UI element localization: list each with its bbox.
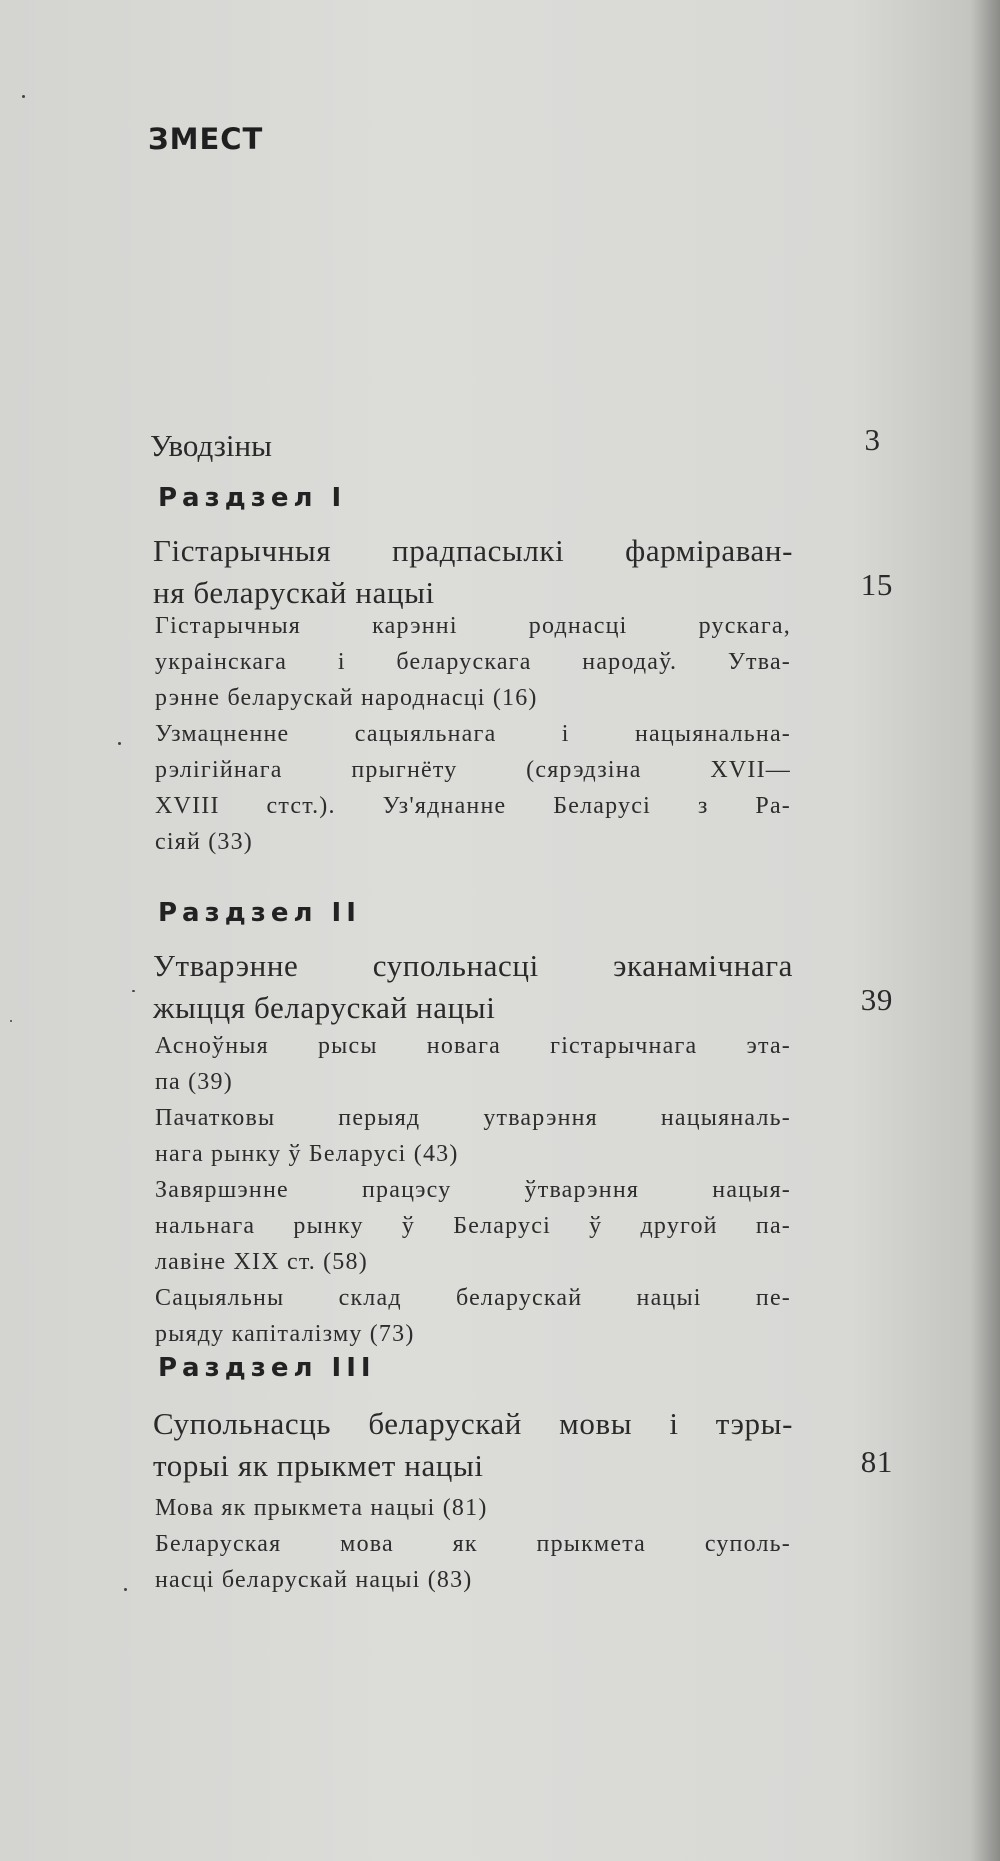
subtopic-line: Сацыяльны склад беларускай нацыі пе- <box>155 1285 791 1311</box>
paper-speck <box>124 1588 127 1591</box>
section-heading-2: Раздзел II <box>158 898 361 928</box>
chapter-page-number: 81 <box>860 1444 893 1479</box>
subtopic-line: Беларуская мова як прыкмета суполь- <box>155 1531 791 1557</box>
chapter-title-line: Супольнасць беларускай мовы і тэры- <box>153 1406 793 1441</box>
chapter-title <box>153 1403 793 1487</box>
subtopic-line: па (39) <box>155 1069 233 1095</box>
subtopics-2 <box>155 1028 791 1352</box>
section-heading-3: Раздзел III <box>158 1353 376 1383</box>
chapter-title-line: жыцця беларускай нацыі <box>153 990 496 1025</box>
subtopic-line: рэлігійнага прыгнёту (сярэдзіна XVII— <box>155 757 791 783</box>
chapter-page-number: 15 <box>860 567 893 602</box>
subtopic-line: XVIII стст.). Уз'яднанне Беларусі з Ра- <box>155 793 791 819</box>
paper-speck <box>10 1020 12 1022</box>
intro-label: Уводзіны <box>150 428 272 463</box>
chapter-entry-2 <box>153 945 893 1029</box>
subtopic-line: Асноўныя рысы новага гістарычнага эта- <box>155 1033 791 1059</box>
chapter-title-line: Гістарычныя прадпасылкі фарміраван- <box>153 533 793 568</box>
paper-speck <box>132 990 135 992</box>
subtopics-1 <box>155 608 791 860</box>
subtopic-line: Пачатковы перыяд утварэння нацыяналь- <box>155 1105 791 1131</box>
subtopic-line: рыяду капіталізму (73) <box>155 1321 415 1347</box>
subtopic-line: украінскага і беларускага народаў. Утва- <box>155 649 791 675</box>
chapter-entry-1 <box>153 530 893 614</box>
chapter-title-line: ня беларускай нацыі <box>153 575 435 610</box>
chapter-title <box>153 530 793 614</box>
subtopic-line: Мова як прыкмета нацыі (81) <box>155 1495 488 1521</box>
subtopic-line: лавіне XIX ст. (58) <box>155 1249 368 1275</box>
paper-speck <box>22 95 25 98</box>
page-title: ЗМЕСТ <box>148 122 264 156</box>
subtopics-3 <box>155 1490 791 1598</box>
paper-speck <box>118 742 121 745</box>
chapter-page-number: 39 <box>860 982 893 1017</box>
subtopic-line: Завяршэнне працэсу ўтварэння нацыя- <box>155 1177 791 1203</box>
subtopic-line: рэнне беларускай народнасці (16) <box>155 685 538 711</box>
chapter-title-line: Утварэнне супольнасці эканамічнага <box>153 948 793 983</box>
subtopic-line: Узмацненне сацыяльнага і нацыянальна- <box>155 721 791 747</box>
section-heading-1: Раздзел I <box>158 483 347 513</box>
chapter-title <box>153 945 793 1029</box>
subtopic-line: насці беларускай нацыі (83) <box>155 1567 473 1593</box>
chapter-title-line: торыі як прыкмет нацыі <box>153 1448 484 1483</box>
subtopic-line: нага рынку ў Беларусі (43) <box>155 1141 459 1167</box>
subtopic-line: Гістарычныя карэнні роднасці рускага, <box>155 613 791 639</box>
subtopic-line: сіяй (33) <box>155 829 253 855</box>
chapter-entry-3 <box>153 1403 893 1487</box>
toc-entry-intro <box>150 422 880 464</box>
intro-page-number: 3 <box>864 422 880 457</box>
subtopic-line: нальнага рынку ў Беларусі ў другой па- <box>155 1213 791 1239</box>
